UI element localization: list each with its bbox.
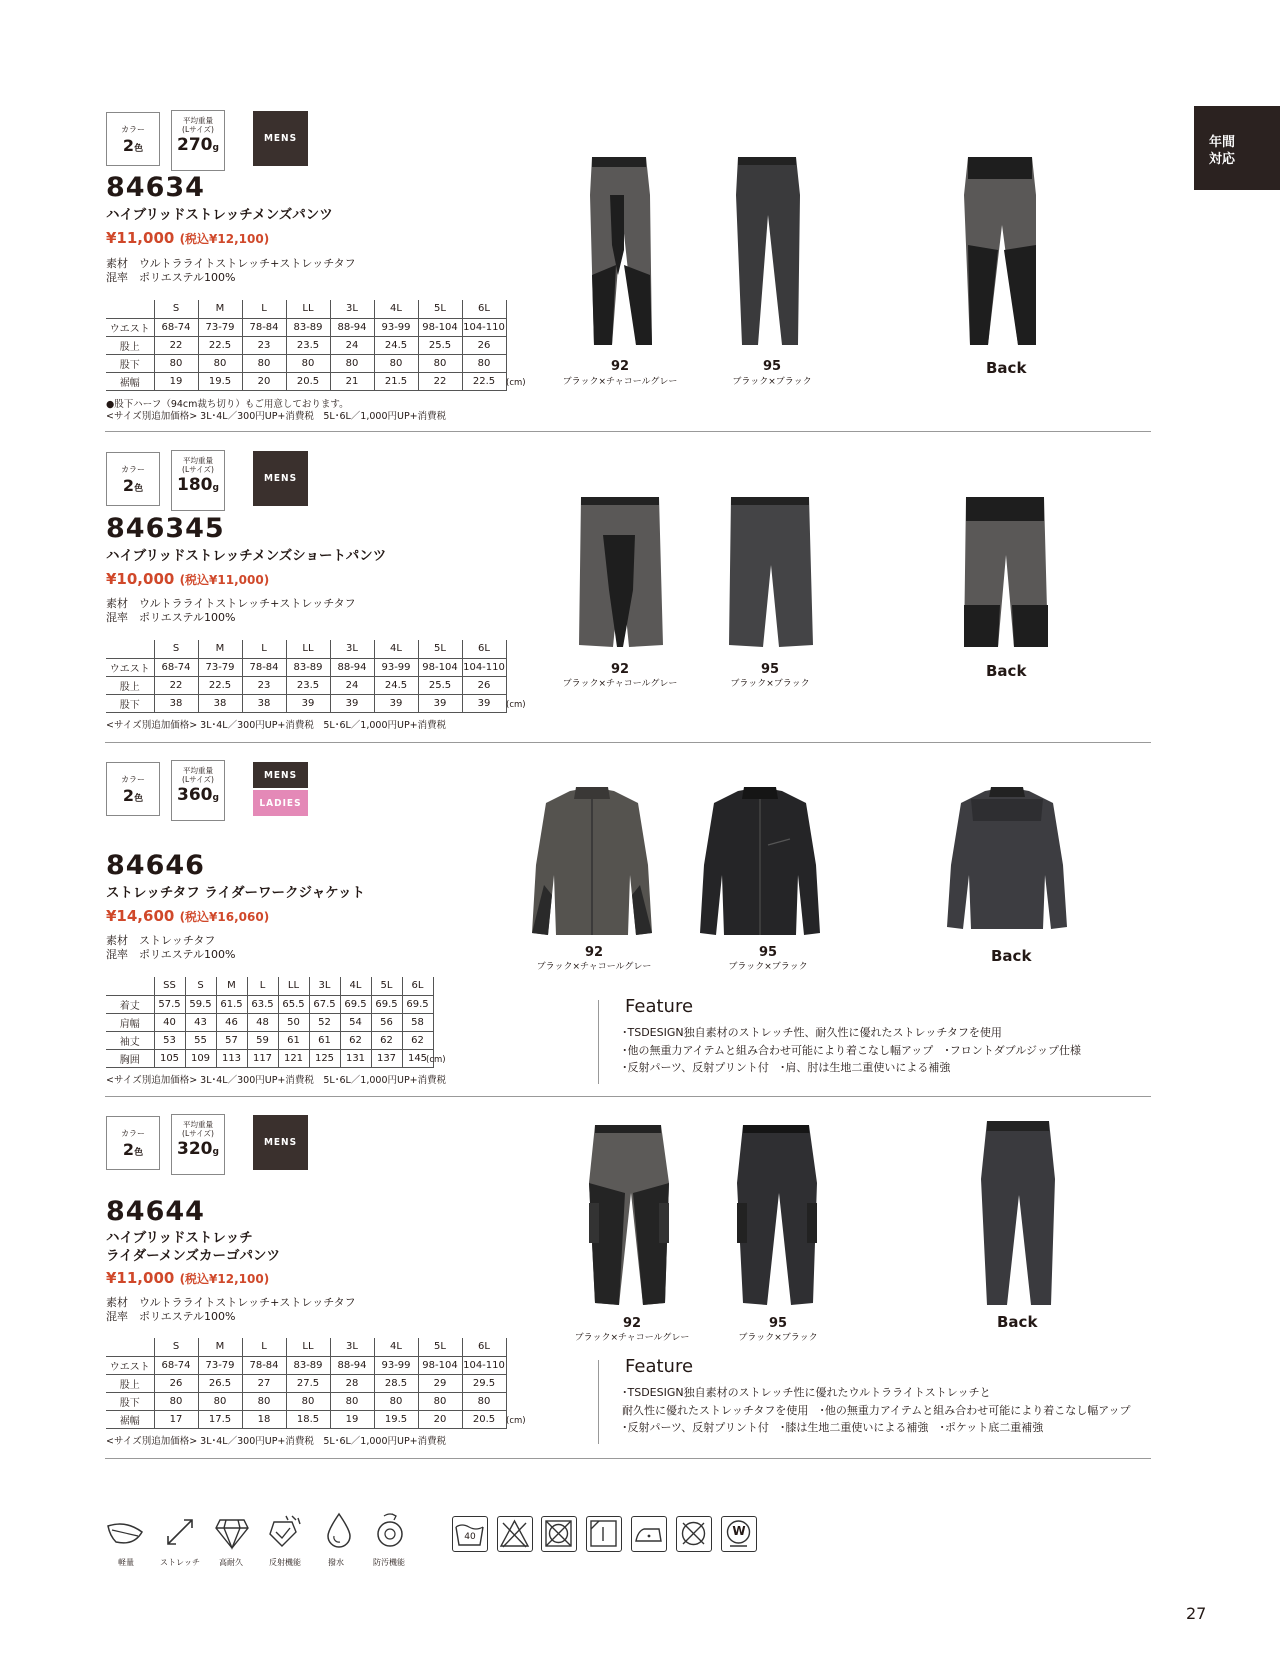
variant-color: ブラック×ブラック xyxy=(730,679,810,689)
variant-color: ブラック×ブラック xyxy=(728,962,808,972)
ladies-badge: LADIES xyxy=(253,790,308,816)
product-code: 84644 xyxy=(106,1196,205,1227)
product-code: 846345 xyxy=(106,513,225,544)
weight-badge: 平均重量 (Lサイズ) 320g xyxy=(171,1114,225,1175)
function-label: 防汚機能 xyxy=(373,1558,405,1567)
size-table: SS S M L LL 3L 4L 5L 6L 着丈 57.5 59.5 61.5 63.5 65.5 67.5 69.5 69.5 69.5 肩幅 40 43 46 48 50 52 54 56 58 袖丈 53 55 57 59 61 61 62 62 62 胸囲 105 109 113 117 121 125 131 137 145 xyxy=(106,977,434,1068)
feature-list: ･TSDESIGN独自素材のストレッチ性に優れたウルトラライトストレッチと 耐久性に優れたストレッチタフを使用 ･他の無重力アイテムと組み合わせ可能により着こなし幅アップ ･反射パーツ、反射プリント付 ･膝は生地二重使いによる補強 ･ポケット底二重補強 xyxy=(622,1386,1131,1434)
product-code: 84646 xyxy=(106,850,205,881)
variant-number: 95 xyxy=(768,1316,788,1331)
size-table: S M L LL 3L 4L 5L 6L ウエスト 68-74 73-79 78-84 83-89 88-94 93-99 98-104 104-110 股上 26 26.5 27 27.5 28 28.5 29 29.5 股下 80 80 80 80 80 80 80 80 裾幅 17 17.5 18 18.5 19 19.5 20 20.5 xyxy=(106,1338,507,1429)
product-name: ハイブリッドストレッチメンズショートパンツ xyxy=(106,548,387,564)
variant-color: ブラック×チャコールグレー xyxy=(536,962,652,972)
feature-divider xyxy=(598,1360,599,1444)
material-text: 素材 ウルトラライトストレッチ+ストレッチタフ 混率 ポリエステル100% xyxy=(106,597,356,624)
size-table: S M L LL 3L 4L 5L 6L ウエスト 68-74 73-79 78-84 83-89 88-94 93-99 98-104 104-110 股上 22 22.5 23 23.5 24 24.5 25.5 26 股下 80 80 80 80 80 80 80 80 裾幅 19 19.5 20 20.5 21 21.5 22 22.5 xyxy=(106,300,507,391)
function-label: 撥水 xyxy=(328,1558,344,1567)
notes: <サイズ別追加価格> 3L･4L／300円UP+消費税 5L･6L／1,000円UP+消費税 xyxy=(106,720,447,731)
weight-badge: 平均重量 (Lサイズ) 360g xyxy=(171,760,225,821)
price: ¥11,000 (税込¥12,100) xyxy=(106,1269,270,1287)
feather-icon xyxy=(106,1518,146,1550)
pants-92-image xyxy=(580,155,660,350)
mens-badge: MENS xyxy=(253,111,308,166)
back-label: Back xyxy=(986,359,1027,377)
weight-badge: 平均重量 (Lサイズ) 270g xyxy=(171,110,225,171)
color-count-badge: カラー 2色 xyxy=(106,1116,160,1170)
diamond-icon xyxy=(214,1516,250,1550)
product-name: ハイブリッドストレッチメンズパンツ xyxy=(106,207,333,223)
water-drop-icon xyxy=(322,1512,356,1550)
size-table: S M L LL 3L 4L 5L 6L ウエスト 68-74 73-79 78-84 83-89 88-94 93-99 98-104 104-110 股上 22 22.5 23 23.5 24 24.5 25.5 26 股下 38 38 38 39 39 39 39 39 xyxy=(106,640,507,713)
feature-list: ･TSDESIGN独自素材のストレッチ性、耐久性に優れたストレッチタフを使用 ･他の無重力アイテムと組み合わせ可能により着こなし幅アップ ･フロントダブルジップ仕様 ･反射パーツ、反射プリント付 ･肩、肘は生地二重使いによる補強 xyxy=(622,1026,1081,1074)
variant-color: ブラック×チャコールグレー xyxy=(574,1333,690,1343)
product-name: ストレッチタフ ライダーワークジャケット xyxy=(106,885,366,901)
unit-label: (cm) xyxy=(506,378,526,388)
variant-color: ブラック×チャコールグレー xyxy=(562,377,678,387)
function-label: ストレッチ xyxy=(160,1558,200,1567)
variant-number: 92 xyxy=(622,1316,642,1331)
cargo-pants-back-image xyxy=(975,1119,1065,1308)
material-text: 素材 ウルトラライトストレッチ+ストレッチタフ 混率 ポリエステル100% xyxy=(106,257,356,284)
no-dry-clean-icon xyxy=(676,1516,712,1552)
back-label: Back xyxy=(986,662,1027,680)
variant-color: ブラック×ブラック xyxy=(738,1333,818,1343)
unit-label: (cm) xyxy=(506,700,526,710)
stretch-arrows-icon xyxy=(162,1514,198,1550)
notes: <サイズ別追加価格> 3L･4L／300円UP+消費税 5L･6L／1,000円UP+消費税 xyxy=(106,1436,447,1447)
pants-back-image xyxy=(960,155,1040,350)
product-name: ハイブリッドストレッチ ライダーメンズカーゴパンツ xyxy=(106,1230,281,1264)
feature-title: Feature xyxy=(625,996,694,1017)
color-count-badge: カラー 2色 xyxy=(106,452,160,506)
season-tab: 年間 対応 xyxy=(1194,106,1280,190)
back-label: Back xyxy=(997,1313,1038,1331)
section-divider xyxy=(105,1458,1151,1459)
iron-low-icon xyxy=(631,1516,667,1552)
reflective-icon xyxy=(266,1514,304,1550)
section-divider xyxy=(105,431,1151,432)
feature-divider xyxy=(598,1000,599,1084)
mens-badge: MENS xyxy=(253,762,308,788)
line-dry-shade-icon xyxy=(586,1516,622,1552)
material-text: 素材 ストレッチタフ 混率 ポリエステル100% xyxy=(106,934,236,961)
wash-40-icon: 40 xyxy=(452,1516,488,1552)
jacket-95-image xyxy=(698,785,823,940)
weight-badge: 平均重量 (Lサイズ) 180g xyxy=(171,450,225,511)
mens-badge: MENS xyxy=(253,451,308,506)
cargo-pants-95-image xyxy=(733,1123,823,1308)
section-divider xyxy=(105,1096,1151,1097)
function-label: 軽量 xyxy=(118,1558,134,1567)
feature-title: Feature xyxy=(625,1356,694,1377)
no-bleach-icon xyxy=(497,1516,533,1552)
shorts-92-image xyxy=(575,495,665,650)
variant-number: 92 xyxy=(610,359,630,374)
page-number: 27 xyxy=(1186,1604,1207,1623)
jacket-92-image xyxy=(530,785,655,940)
variant-color: ブラック×ブラック xyxy=(732,377,812,387)
no-tumble-dry-icon xyxy=(541,1516,577,1552)
cargo-pants-92-image xyxy=(585,1123,675,1308)
pants-95-image xyxy=(728,155,808,350)
material-text: 素材 ウルトラライトストレッチ+ストレッチタフ 混率 ポリエステル100% xyxy=(106,1296,356,1323)
price: ¥14,600 (税込¥16,060) xyxy=(106,907,270,925)
variant-color: ブラック×チャコールグレー xyxy=(562,679,678,689)
function-label: 高耐久 xyxy=(219,1558,243,1567)
wet-clean-icon: W xyxy=(721,1516,757,1552)
unit-label: (cm) xyxy=(506,1416,526,1426)
variant-number: 92 xyxy=(584,945,604,960)
variant-number: 92 xyxy=(610,662,630,677)
section-divider xyxy=(105,742,1151,743)
stain-guard-icon xyxy=(372,1512,408,1550)
color-count-badge: カラー 2色 xyxy=(106,762,160,816)
notes: ●股下ハーフ（94cm裁ち切り）もご用意しております。 <サイズ別追加価格> 3L･4L／300円UP+消費税 5L･6L／1,000円UP+消費税 xyxy=(106,399,447,422)
variant-number: 95 xyxy=(762,359,782,374)
unit-label: (cm) xyxy=(426,1055,446,1065)
product-code: 84634 xyxy=(106,172,205,203)
shorts-back-image xyxy=(960,495,1050,650)
variant-number: 95 xyxy=(760,662,780,677)
price: ¥10,000 (税込¥11,000) xyxy=(106,570,270,588)
mens-badge: MENS xyxy=(253,1115,308,1170)
shorts-95-image xyxy=(725,495,815,650)
notes: <サイズ別追加価格> 3L･4L／300円UP+消費税 5L･6L／1,000円UP+消費税 xyxy=(106,1075,447,1086)
price: ¥11,000 (税込¥12,100) xyxy=(106,229,270,247)
color-count-badge: カラー 2色 xyxy=(106,112,160,166)
function-label: 反射機能 xyxy=(269,1558,301,1567)
back-label: Back xyxy=(991,947,1032,965)
variant-number: 95 xyxy=(758,945,778,960)
jacket-back-image xyxy=(945,785,1070,940)
